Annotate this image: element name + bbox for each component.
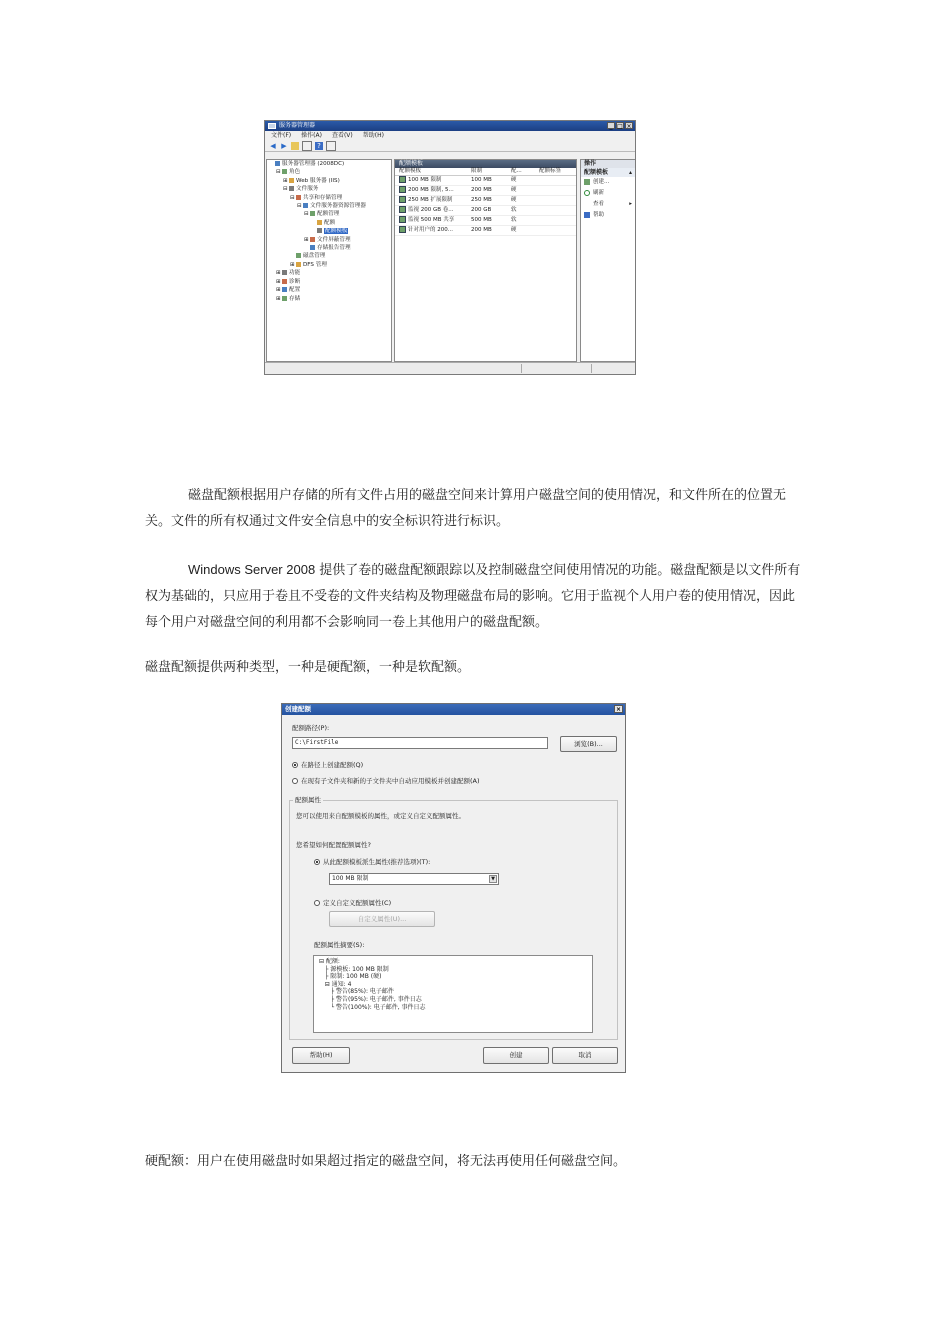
tree-item[interactable] [267, 219, 391, 227]
node-icon [289, 186, 294, 191]
dialog-titlebar [282, 704, 625, 715]
node-icon [310, 245, 315, 250]
tree-item-label: 配额模板 [325, 228, 348, 235]
collapse-icon[interactable]: ⊟ [283, 186, 288, 193]
tree-item[interactable] [267, 244, 391, 252]
help-button[interactable]: 帮助(H) [292, 1047, 350, 1064]
create-icon [584, 179, 590, 185]
browse-button[interactable]: 浏览(B)... [560, 736, 617, 752]
expand-icon[interactable]: ⊞ [283, 177, 288, 184]
actions-subtitle [581, 168, 635, 177]
table-cell: 250 MB [471, 197, 492, 203]
forward-icon[interactable]: ▶ [281, 141, 287, 150]
tree-item-label: 文件服务 [296, 186, 319, 193]
dialog-close-button[interactable]: × [615, 706, 622, 713]
column-headers [395, 168, 576, 176]
properties-icon[interactable] [302, 141, 312, 151]
refresh-icon [584, 190, 590, 196]
column-type[interactable]: 配... [511, 168, 522, 174]
radio-create-on-path[interactable] [292, 760, 363, 769]
menu-view[interactable]: 查看(V) [331, 132, 353, 139]
table-row[interactable] [395, 196, 576, 206]
tree-item[interactable] [267, 177, 391, 185]
menu-action[interactable]: 操作(A) [301, 132, 322, 139]
table-row[interactable] [395, 226, 576, 236]
node-icon [282, 296, 287, 301]
tree-item-label: 服务器管理器 (2008DC) [282, 161, 345, 167]
radio-selected-icon [314, 859, 320, 865]
quota-template-list [394, 159, 577, 362]
node-icon [303, 203, 308, 208]
actions-title: 操作 [581, 160, 635, 168]
expand-icon[interactable]: ⊞ [290, 261, 295, 268]
action-help[interactable] [581, 210, 635, 221]
navigation-tree[interactable] [266, 159, 392, 362]
up-icon[interactable] [291, 142, 299, 150]
create-button[interactable]: 创建 [483, 1047, 549, 1064]
custom-properties-button: 自定义属性(U)... [329, 911, 435, 927]
action-create[interactable] [581, 177, 635, 188]
tree-item-label: 存储报告管理 [317, 245, 351, 252]
action-refresh-label: 刷新 [593, 190, 605, 196]
menu-bar [265, 131, 635, 140]
template-select[interactable] [329, 873, 499, 885]
config-question: 您希望如何配置配额属性? [296, 841, 371, 849]
expand-icon[interactable]: ⊞ [276, 278, 281, 285]
server-manager-window [264, 120, 636, 375]
node-icon [310, 237, 315, 242]
tree-item-label: 磁盘管理 [303, 253, 326, 260]
table-cell: 200 MB 限制, 5... [395, 186, 471, 195]
tree-item[interactable] [267, 278, 391, 286]
tree-item[interactable] [267, 194, 391, 202]
tree-item[interactable] [267, 210, 391, 218]
window-title: 服务器管理器 [279, 122, 316, 129]
node-icon [296, 195, 301, 200]
radio-empty-icon [314, 900, 320, 906]
radio-auto-apply-label: 在现有子文件夹和新的子文件夹中自动应用模板并创建配额(A) [301, 777, 480, 785]
group-description: 您可以使用来自配额模板的属性，或定义自定义配额属性。 [296, 812, 465, 820]
summary-line: ⊟ 通知: 4 [319, 980, 352, 988]
quota-path-label: 配额路径(P): [292, 724, 330, 732]
summary-line: ├ 警告(95%): 电子邮件, 事件日志 [319, 995, 422, 1003]
expand-icon[interactable]: ⊞ [276, 270, 281, 277]
table-cell [539, 196, 569, 205]
console-icon[interactable] [326, 141, 336, 151]
table-cell: 监视 500 MB 共享 [395, 216, 471, 225]
actions-pane [580, 159, 636, 362]
table-cell [539, 176, 569, 185]
table-cell: 监视 200 GB 卷... [395, 206, 471, 215]
radio-create-on-path-label: 在路径上创建配额(Q) [301, 761, 364, 769]
tree-item[interactable] [267, 160, 391, 168]
table-cell: 硬 [511, 187, 517, 193]
node-icon [296, 253, 301, 258]
node-icon [317, 228, 322, 233]
tree-item[interactable] [267, 185, 391, 193]
tree-item[interactable] [267, 168, 391, 176]
table-cell [539, 216, 569, 225]
paragraph-quota-calc: 磁盘配额根据用户存储的所有文件占用的磁盘空间来计算用户磁盘空间的使用情况，和文件所在的位置无关。文件的所有权通过文件安全信息中的安全标识符进行标识。 [145, 488, 787, 529]
column-template[interactable]: 配额模板 [399, 168, 422, 174]
tree-item-label: 文件服务器资源管理器 [310, 203, 366, 210]
tree-item-label: 配额 [324, 219, 336, 226]
action-view[interactable] [581, 199, 635, 210]
dialog-title: 创建配额 [285, 705, 311, 713]
tree-item[interactable] [267, 236, 391, 244]
table-cell [539, 186, 569, 195]
minimize-button[interactable]: _ [607, 122, 615, 129]
collapse-icon[interactable]: ▴ [628, 169, 632, 176]
quota-summary-tree [313, 955, 593, 1033]
table-cell: 软 [511, 217, 517, 223]
summary-line: └ 警告(100%): 电子邮件, 事件日志 [319, 1003, 426, 1011]
radio-from-template-label: 从此配额模板派生属性(推荐选项)(T): [323, 858, 431, 866]
tree-item-label: 配置 [289, 287, 301, 294]
back-icon[interactable]: ◀ [270, 141, 276, 150]
summary-line: ⊟ 配额: [319, 958, 340, 965]
radio-selected-icon [292, 762, 298, 768]
summary-line: ├ 源模板: 100 MB 限制 [319, 965, 389, 973]
cancel-button[interactable]: 取消 [552, 1047, 618, 1064]
toolbar [265, 140, 635, 152]
action-help-label: 帮助 [593, 212, 605, 218]
actions-subtitle-label: 配额模板 [584, 169, 609, 176]
column-label[interactable]: 配额标签 [539, 168, 562, 174]
tree-item[interactable] [267, 269, 391, 277]
server-manager-icon [268, 123, 276, 129]
action-refresh[interactable] [581, 188, 635, 199]
table-cell: 硬 [511, 227, 517, 233]
tree-item-label: 角色 [289, 169, 301, 176]
table-row[interactable] [395, 176, 576, 186]
chevron-down-icon[interactable]: ▼ [489, 875, 497, 883]
maximize-button[interactable]: □ [617, 123, 623, 130]
table-cell: 100 MB 限制 [395, 176, 471, 185]
close-button[interactable]: × [626, 123, 632, 130]
node-icon [282, 270, 287, 275]
node-icon [282, 279, 287, 284]
paragraph-hard-quota: 硬配额：用户在使用磁盘时如果超过指定的磁盘空间，将无法再使用任何磁盘空间。 [145, 1154, 627, 1169]
quota-path-input[interactable]: C:\FirstFile [292, 737, 548, 749]
table-cell: 硬 [511, 197, 517, 203]
node-icon [282, 169, 287, 174]
radio-empty-icon [292, 778, 298, 784]
tree-item-label: 存储 [289, 295, 301, 302]
quota-properties-group-label: 配额属性 [295, 796, 321, 804]
tree-item-label: 文件屏蔽管理 [317, 236, 351, 243]
collapse-icon[interactable]: ⊟ [276, 169, 281, 176]
help-icon [584, 212, 590, 218]
menu-help[interactable]: 帮助(H) [362, 132, 384, 139]
expand-icon[interactable]: ⊞ [276, 287, 281, 294]
collapse-icon[interactable]: ⊟ [290, 194, 295, 201]
table-cell: 200 GB [471, 207, 492, 213]
tree-item-label: DFS 管理 [303, 261, 327, 268]
tree-item[interactable] [267, 202, 391, 210]
table-cell: 200 MB [471, 187, 492, 193]
table-cell: 硬 [511, 177, 517, 183]
action-view-label: 查看 [593, 201, 605, 207]
tree-item[interactable] [267, 261, 391, 269]
node-icon [317, 220, 322, 225]
expand-icon[interactable]: ⊞ [304, 236, 309, 243]
summary-line: ├ 限制: 100 MB (硬) [319, 973, 382, 981]
action-create-label: 创建... [593, 179, 610, 185]
node-icon [289, 178, 294, 183]
table-cell: 针对用户的 200... [395, 226, 471, 235]
node-icon [282, 287, 287, 292]
table-cell [539, 226, 569, 235]
tree-item-label: 共享和存储管理 [303, 194, 343, 201]
product-name: Windows Server 2008 [188, 562, 316, 577]
expand-icon[interactable]: ⊞ [276, 295, 281, 302]
collapse-icon[interactable]: ⊟ [297, 203, 302, 210]
tree-item-label: 诊断 [289, 278, 301, 285]
create-quota-dialog [281, 703, 626, 1073]
table-row[interactable] [395, 216, 576, 226]
collapse-icon[interactable]: ⊟ [304, 211, 309, 218]
table-row[interactable] [395, 186, 576, 196]
tree-item-label: 功能 [289, 270, 301, 277]
window-titlebar [265, 121, 635, 131]
paragraph-ws2008-text: 提供了卷的磁盘配额跟踪以及控制磁盘空间使用情况的功能。磁盘配额是以文件所有权为基础的，只应用于卷且不受卷的文件夹结构及物理磁盘布局的影响。它用于监视个人用户卷的使用情况，因此每个用户对磁盘空间的利用都不会影响同一卷上其他用户的磁盘配额。 [145, 563, 801, 630]
status-bar [265, 362, 635, 374]
table-cell: 200 MB [471, 227, 492, 233]
list-title: 配额模板 [395, 160, 576, 168]
node-icon [275, 161, 280, 166]
tree-item[interactable] [267, 295, 391, 303]
menu-file[interactable]: 文件(F) [271, 132, 292, 139]
tree-item[interactable] [267, 286, 391, 294]
tree-item[interactable] [267, 252, 391, 260]
table-cell: 100 MB [471, 177, 492, 183]
radio-custom-properties-label: 定义自定义配额属性(C) [323, 899, 392, 907]
summary-label: 配额属性摘要(S): [314, 941, 365, 949]
paragraph-quota-types: 磁盘配额提供两种类型，一种是硬配额，一种是软配额。 [145, 660, 471, 675]
radio-auto-apply[interactable] [292, 776, 480, 785]
table-row[interactable] [395, 206, 576, 216]
help-icon[interactable]: ? [315, 142, 323, 150]
table-cell: 500 MB [471, 217, 492, 223]
table-cell: 250 MB 扩展限制 [395, 196, 471, 205]
column-limit[interactable]: 限制 [471, 168, 483, 174]
submenu-arrow-icon: ▸ [629, 201, 632, 207]
node-icon [310, 211, 315, 216]
tree-item[interactable] [267, 227, 391, 235]
blank-icon [584, 201, 590, 207]
table-cell: 软 [511, 207, 517, 213]
tree-item-label: Web 服务器 (IIS) [296, 177, 340, 184]
template-select-value: 100 MB 限制 [332, 875, 369, 882]
table-cell [539, 206, 569, 215]
tree-item-label: 配额管理 [317, 211, 340, 218]
radio-from-template[interactable] [314, 857, 430, 866]
node-icon [296, 262, 301, 267]
radio-custom-properties[interactable] [314, 898, 391, 907]
paragraph-ws2008 [145, 557, 805, 636]
summary-line: ├ 警告(85%): 电子邮件 [319, 988, 394, 996]
